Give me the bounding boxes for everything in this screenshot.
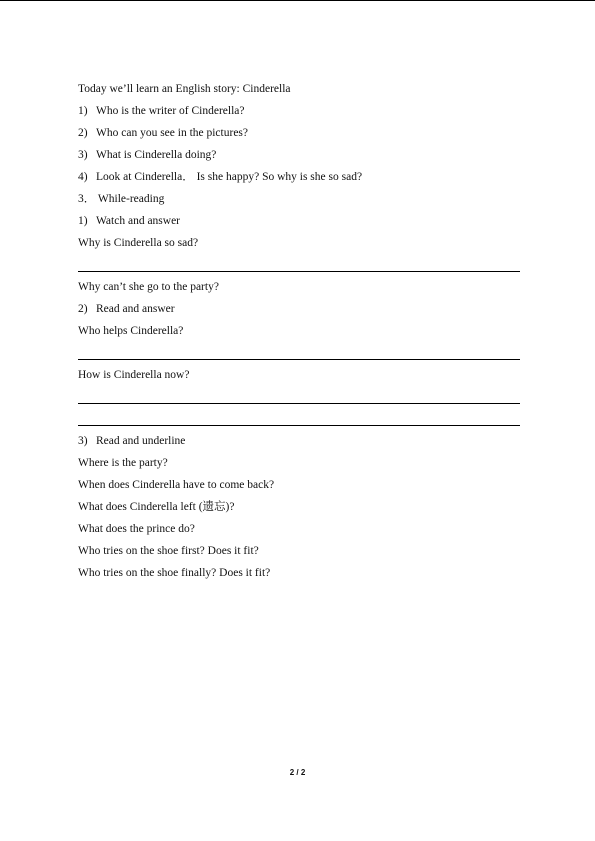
task-text: Read and answer — [96, 303, 175, 315]
task-number: 1) — [78, 215, 88, 227]
task-read-and-answer — [78, 298, 520, 320]
question-number: 2) — [78, 127, 88, 139]
question-number: 3) — [78, 149, 88, 161]
answer-line[interactable] — [78, 386, 520, 408]
task-number: 2) — [78, 303, 88, 315]
question-text: Look at Cinderella． Is she happy? So why is she so sad? — [96, 171, 363, 183]
answer-line[interactable] — [78, 254, 520, 276]
question-number: 1) — [78, 105, 88, 117]
section-heading-while-reading: 3． While-reading — [78, 193, 165, 205]
underline-question-1: Where is the party? — [78, 457, 168, 469]
underline-question-6: Who tries on the shoe finally? Does it fit? — [78, 567, 271, 579]
task-number: 3) — [78, 435, 88, 447]
pre-reading-question-2 — [78, 122, 520, 144]
page-top-border — [0, 0, 595, 1]
question-why-cant-go: Why can’t she go to the party? — [78, 281, 219, 293]
page-number: 2 / 2 — [289, 768, 306, 777]
pre-reading-question-3 — [78, 144, 520, 166]
answer-line[interactable] — [78, 408, 520, 430]
question-text: What is Cinderella doing? — [96, 149, 217, 161]
task-text: Watch and answer — [96, 215, 181, 227]
task-watch-and-answer — [78, 210, 520, 232]
question-text: Who is the writer of Cinderella? — [96, 105, 245, 117]
task-read-and-underline — [78, 430, 520, 452]
worksheet-content — [78, 78, 520, 584]
underline-question-4: What does the prince do? — [78, 523, 195, 535]
intro-line: Today we’ll learn an English story: Cinderella — [78, 83, 291, 95]
pre-reading-question-4 — [78, 166, 520, 188]
pre-reading-question-1 — [78, 100, 520, 122]
underline-question-2: When does Cinderella have to come back? — [78, 479, 275, 491]
question-number: 4) — [78, 171, 88, 183]
question-how-now: How is Cinderella now? — [78, 369, 190, 381]
answer-line[interactable] — [78, 342, 520, 364]
question-why-sad: Why is Cinderella so sad? — [78, 237, 199, 249]
underline-question-5: Who tries on the shoe first? Does it fit? — [78, 545, 259, 557]
underline-question-3: What does Cinderella left (遗忘)? — [78, 501, 235, 513]
task-text: Read and underline — [96, 435, 186, 447]
question-who-helps: Who helps Cinderella? — [78, 325, 184, 337]
question-text: Who can you see in the pictures? — [96, 127, 248, 139]
